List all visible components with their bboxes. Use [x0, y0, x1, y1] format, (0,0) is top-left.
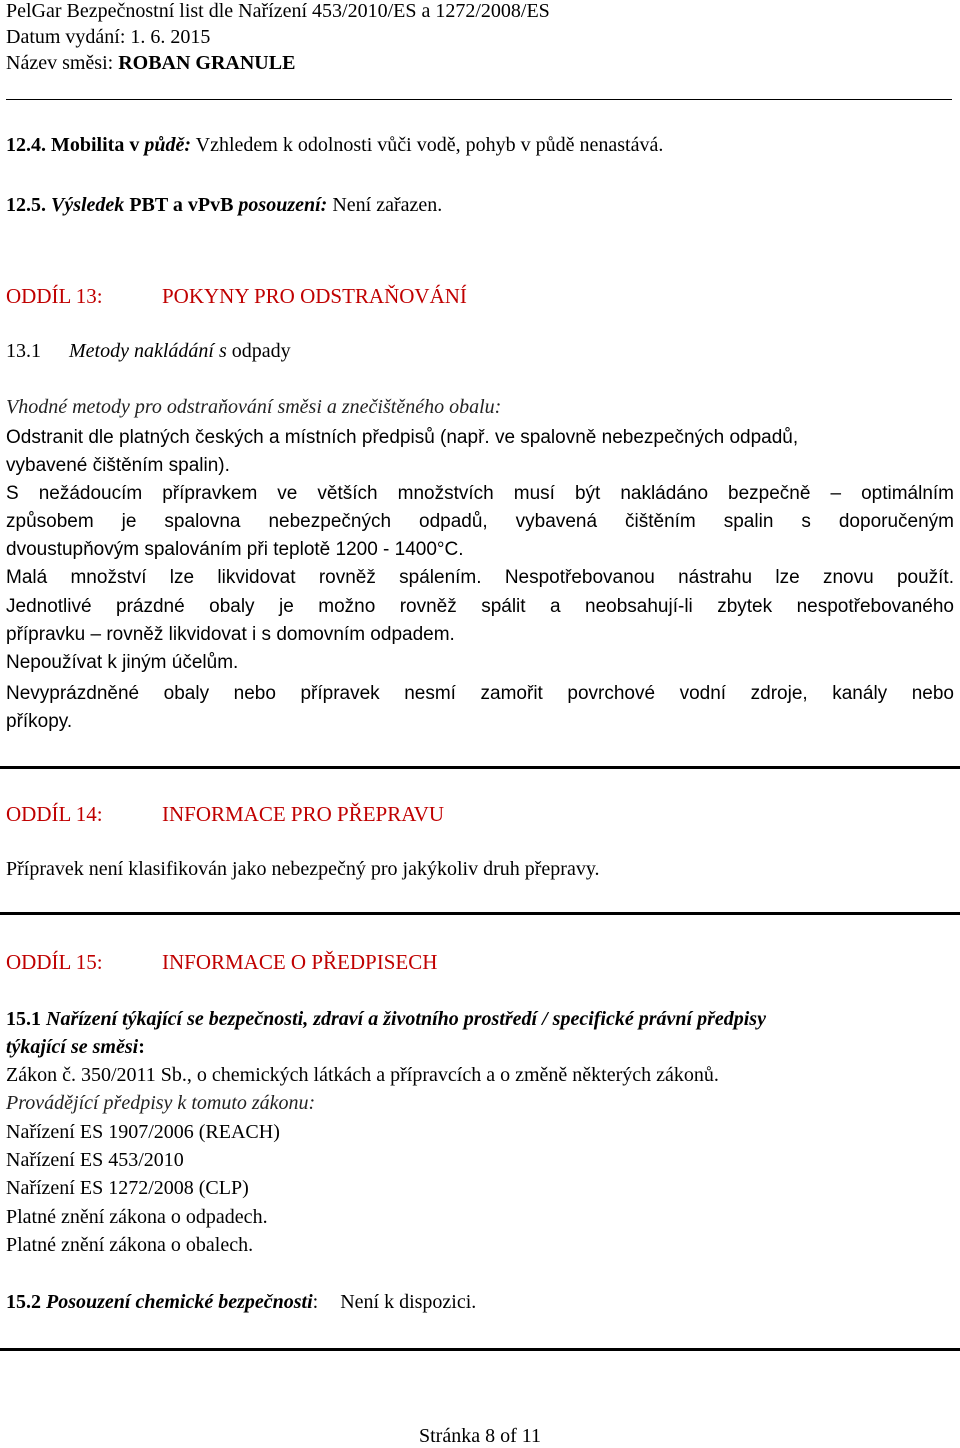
disposal-line-5: dvoustupňovým spalováním při teplotě 1200 - 1400°C. [6, 539, 464, 560]
sub131-number: 13.1 [6, 340, 41, 362]
page-number: Stránka 8 of 11 [418, 1425, 541, 1447]
p125-label-c: posouzení: [233, 194, 328, 216]
sub152-title: Posouzení chemické bezpečnosti [41, 1291, 313, 1313]
sub151-title-b: týkající se směsi [6, 1036, 139, 1058]
header-divider [6, 99, 952, 100]
header-line-3 [6, 52, 295, 75]
section-14-title: INFORMACE PRO PŘEPRAVU [162, 802, 445, 826]
section-divider-14 [0, 766, 960, 769]
paragraph-12-5 [6, 194, 442, 217]
p124-label-italic: půdě: [144, 134, 192, 156]
law-reference: Zákon č. 350/2011 Sb., o chemických látkách a přípravcích a o změně některých zákonů. [6, 1064, 719, 1086]
section-divider-end [0, 1348, 960, 1351]
disposal-line-3: S nežádoucím přípravkem ve větších množstvích musí být nakládáno bezpečně – optimálním [6, 483, 954, 504]
subsection-15-1-line-2 [6, 1036, 145, 1059]
p124-number: 12.4. [6, 134, 51, 156]
p124-label: Mobilita v [51, 134, 145, 156]
disposal-line-8: přípravku – rovněž likvidovat i s domovním odpadem. [6, 624, 455, 645]
disposal-line-10: Nevyprázdněné obaly nebo přípravek nesmí zamořit povrchové vodní zdroje, kanály nebo [6, 683, 954, 704]
sub152-value: Není k dispozici. [340, 1291, 477, 1313]
header-line-1: PelGar Bezpečnostní list dle Nařízení 453/2010/ES a 1272/2008/ES [6, 0, 550, 22]
section-13-code: ODDÍL 13: [6, 284, 103, 308]
mixture-name-label: Název směsi: [6, 52, 119, 74]
disposal-line-4: způsobem je spalovna nebezpečných odpadů, vybavená čištěním spalin s doporučeným [6, 511, 954, 532]
regulation-item: Nařízení ES 1907/2006 (REACH) [6, 1121, 280, 1143]
p125-text: Není zařazen. [327, 194, 443, 216]
disposal-line-2: vybavené čištěním spalin). [6, 455, 230, 476]
subsection-15-2 [6, 1291, 476, 1314]
section-13-title: POKYNY PRO ODSTRAŇOVÁNÍ [162, 284, 467, 308]
sub151-number: 15.1 [6, 1008, 41, 1030]
implementing-regs-heading: Provádějící předpisy k tomuto zákonu: [6, 1092, 316, 1114]
header-line-2: Datum vydání: 1. 6. 2015 [6, 26, 211, 48]
disposal-line-6: Malá množství lze likvidovat rovněž spálením. Nespotřebovanou nástrahu lze znovu použít. [6, 567, 954, 588]
sub152-colon: : [312, 1291, 319, 1313]
transport-text: Přípravek není klasifikován jako nebezpečný pro jakýkoliv druh přepravy. [6, 858, 600, 880]
subsection-13-1 [6, 340, 291, 363]
p125-label-b: PBT a vPvB [129, 194, 234, 216]
p125-label-a: Výsledek [51, 194, 130, 216]
regulation-item: Nařízení ES 453/2010 [6, 1149, 184, 1171]
section-15-title: INFORMACE O PŘEDPISECH [162, 950, 438, 974]
sub152-number: 15.2 [6, 1291, 41, 1313]
section-14-code: ODDÍL 14: [6, 802, 103, 826]
subsection-15-1-line-1 [6, 1008, 766, 1031]
p125-number: 12.5. [6, 194, 51, 216]
disposal-line-9: Nepoužívat k jiným účelům. [6, 652, 239, 673]
sub131-title-b: odpady [226, 340, 291, 362]
regulation-item: Nařízení ES 1272/2008 (CLP) [6, 1177, 249, 1199]
disposal-line-11: příkopy. [6, 711, 73, 732]
disposal-line-7: Jednotlivé prázdné obaly je možno rovněž spálit a neobsahují-li zbytek nespotřebovaného [6, 596, 954, 617]
regulation-item: Platné znění zákona o odpadech. [6, 1206, 268, 1228]
sub131-title: Metody nakládání s [69, 340, 227, 362]
disposal-intro: Vhodné metody pro odstraňování směsi a znečištěného obalu: [6, 396, 502, 418]
regulation-item: Platné znění zákona o obalech. [6, 1234, 254, 1256]
section-divider-15 [0, 912, 960, 915]
mixture-name-value: ROBAN GRANULE [118, 52, 296, 74]
p124-text: Vzhledem k odolnosti vůči vodě, pohyb v půdě nenastává. [191, 134, 664, 156]
section-15-code: ODDÍL 15: [6, 950, 103, 974]
sub151-title-a: Nařízení týkající se bezpečnosti, zdraví a životního prostředí / specifické právní předpisy [41, 1008, 766, 1030]
sub151-colon: : [138, 1036, 145, 1058]
disposal-line-1: Odstranit dle platných českých a místních předpisů (např. ve spalovně nebezpečných odpadů, [6, 427, 799, 448]
paragraph-12-4 [6, 134, 663, 157]
